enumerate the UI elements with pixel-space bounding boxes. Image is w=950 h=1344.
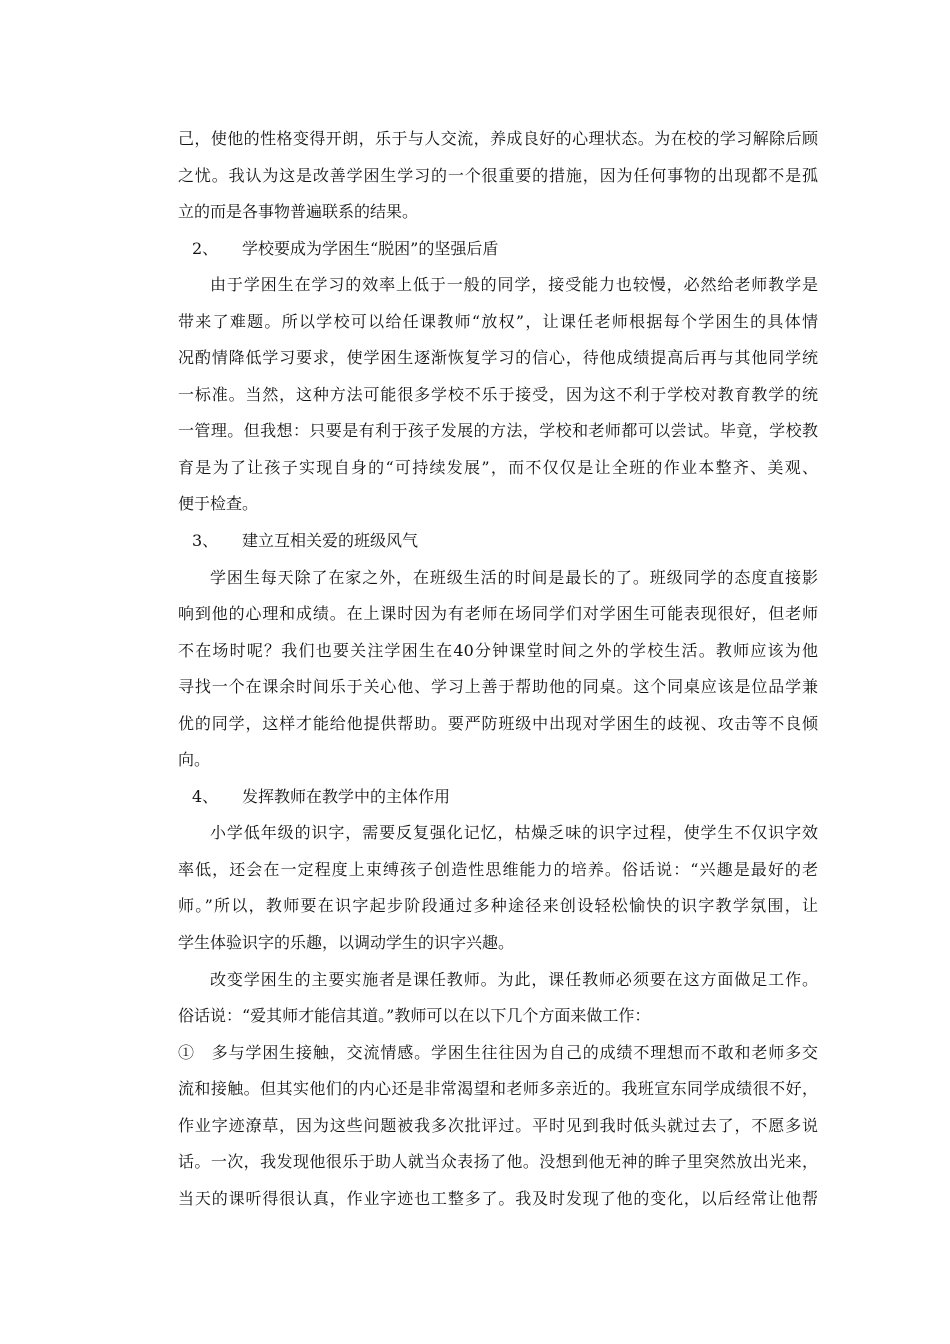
text-line: 师。”所以，教师要在识字起步阶段通过多种途径来创设轻松愉快的识字教学氛围，让	[178, 896, 818, 916]
text-line: 育是为了让孩子实现自身的“可持续发展”，而不仅仅是让全班的作业本整齐、美观、	[178, 457, 818, 477]
text-line: 一管理。但我想：只要是有利于孩子发展的方法，学校和老师都可以尝试。毕竟，学校教	[178, 421, 818, 441]
text-line: 话。一次，我发现他很乐于助人就当众表扬了他。没想到他无神的眸子里突然放出光来，	[178, 1152, 818, 1172]
text-line: 率低，还会在一定程度上束缚孩子创造性思维能力的培养。俗话说：“兴趣是最好的老	[178, 859, 818, 879]
text-line: 一标准。当然，这种方法可能很多学校不乐于接受，因为这不利于学校对教育教学的统	[178, 384, 818, 404]
text-line: 小学低年级的识字，需要反复强化记忆，枯燥乏味的识字过程，使学生不仅识字效	[210, 823, 818, 843]
section-title: 发挥教师在教学中的主体作用	[242, 786, 451, 806]
section-title: 学校要成为学困生“脱困”的坚强后盾	[242, 238, 499, 258]
text-line: 寻找一个在课余时间乐于关心他、学习上善于帮助他的同桌。这个同桌应该是位品学兼	[178, 677, 818, 697]
section-heading	[178, 231, 818, 268]
document-body	[178, 121, 818, 1217]
text-line: 便于检查。	[178, 494, 259, 514]
section-title: 建立互相关爱的班级风气	[242, 531, 419, 551]
text-line: ① 多与学困生接触，交流情感。学困生往往因为自己的成绩不理想而不敢和老师多交	[178, 1042, 818, 1062]
text-line: 改变学困生的主要实施者是课任教师。为此，课任教师必须要在这方面做足工作。	[210, 969, 818, 989]
text-line: 流和接触。但其实他们的内心还是非常渴望和老师多亲近的。我班宣东同学成绩很不好，	[178, 1079, 818, 1099]
text-line: 当天的课听得很认真，作业字迹也工整多了。我及时发现了他的变化，以后经常让他帮	[178, 1188, 818, 1208]
section-number: 2、	[192, 238, 219, 258]
text-line: 学困生每天除了在家之外，在班级生活的时间是最长的了。班级同学的态度直接影	[210, 567, 818, 587]
section-heading	[178, 779, 818, 816]
text-line: 况酌情降低学习要求，使学困生逐渐恢复学习的信心，待他成绩提高后再与其他同学统	[178, 348, 818, 368]
text-line: 立的而是各事物普遍联系的结果。	[178, 202, 419, 222]
text-line: 学生体验识字的乐趣，以调动学生的识字兴趣。	[178, 933, 515, 953]
section-number: 3、	[192, 531, 219, 551]
text-line: 作业字迹潦草，因为这些问题被我多次批评过。平时见到我时低头就过去了，不愿多说	[178, 1115, 818, 1135]
text-line: 俗话说：“爱其师才能信其道。”教师可以在以下几个方面来做工作：	[178, 1006, 651, 1026]
text-line: 优的同学，这样才能给他提供帮助。要严防班级中出现对学困生的歧视、攻击等不良倾	[178, 713, 818, 733]
text-line: 响到他的心理和成绩。在上课时因为有老师在场同学们对学困生可能表现很好，但老师	[178, 604, 818, 624]
text-line: 之忧。我认为这是改善学困生学习的一个很重要的措施，因为任何事物的出现都不是孤	[178, 165, 818, 185]
text-line: 由于学困生在学习的效率上低于一般的同学，接受能力也较慢，必然给老师教学是	[210, 275, 818, 295]
text-line: 不在场时呢？我们也要关注学困生在40分钟课堂时间之外的学校生活。教师应该为他	[178, 640, 818, 660]
section-heading	[178, 523, 818, 560]
section-number: 4、	[192, 786, 219, 806]
text-line: 带来了难题。所以学校可以给任课教师“放权”，让课任老师根据每个学困生的具体情	[178, 311, 818, 331]
text-line: 己，使他的性格变得开朗，乐于与人交流，养成良好的心理状态。为在校的学习解除后顾	[178, 129, 818, 148]
text-line: 向。	[178, 750, 211, 770]
